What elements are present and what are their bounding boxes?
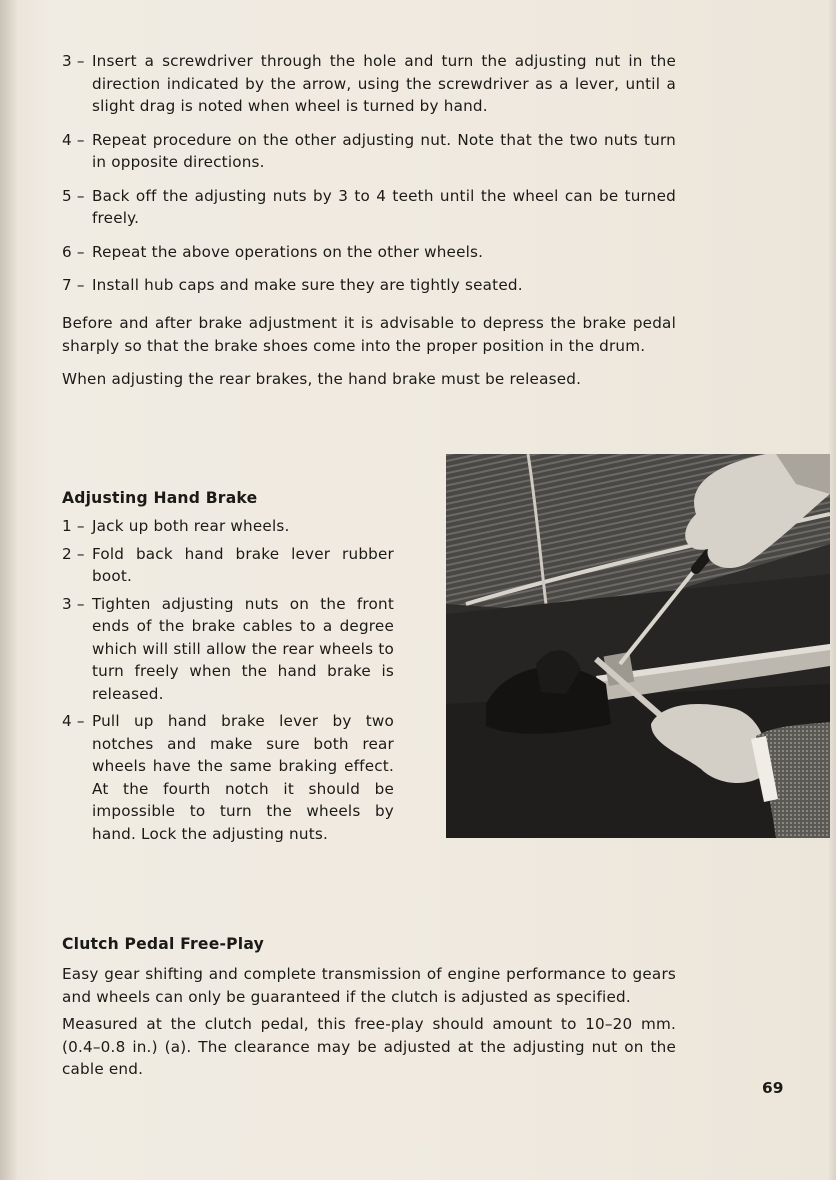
hand-brake-steps xyxy=(62,515,394,845)
step-number: 5 – xyxy=(62,186,85,205)
step-number: 2 – xyxy=(62,544,85,563)
step-text: Repeat procedure on the other adjusting nut. Note that the two nuts turn in opposite directions. xyxy=(92,130,676,171)
step-text: Tighten adjusting nuts on the front ends of the brake cables to a degree which will still allow the rear wheels to turn freely when the hand brake is released. xyxy=(92,594,394,703)
step-text: Insert a screwdriver through the hole and turn the adjusting nut in the direction indicated by the arrow, using the screwdriver as a lever, until a slight drag is noted when wheel is turned by hand. xyxy=(92,52,676,115)
step-item xyxy=(62,129,676,174)
step-number: 4 – xyxy=(62,130,85,149)
step-item xyxy=(62,543,394,588)
step-number: 3 – xyxy=(62,52,85,70)
note-paragraph: Before and after brake adjustment it is advisable to depress the brake pedal sharply so that the brake shoes come into the proper position in the drum. xyxy=(62,314,676,355)
page-number: 69 xyxy=(762,1079,784,1097)
step-text: Fold back hand brake lever rubber boot. xyxy=(92,544,394,585)
step-item xyxy=(62,241,676,264)
hand-brake-heading: Adjusting Hand Brake xyxy=(62,489,258,507)
page-spine-shadow xyxy=(0,0,18,1180)
step-item xyxy=(62,593,394,706)
step-number: 4 – xyxy=(62,712,85,730)
clutch-heading: Clutch Pedal Free-Play xyxy=(62,935,264,953)
step-item xyxy=(62,274,676,297)
step-item xyxy=(62,710,394,845)
step-text: Jack up both rear wheels. xyxy=(92,517,290,535)
step-item xyxy=(62,185,676,230)
step-number: 6 – xyxy=(62,242,85,261)
step-item xyxy=(62,50,676,118)
clutch-section xyxy=(62,963,676,1081)
step-text: Repeat the above operations on the other wheels. xyxy=(92,242,484,261)
brake-notes xyxy=(62,312,676,391)
hand-brake-photo xyxy=(446,454,830,838)
step-item xyxy=(62,515,394,538)
step-number: 3 – xyxy=(62,594,85,613)
clutch-paragraph: Measured at the clutch pedal, this free-play should amount to 10–20 mm. (0.4–0.8 in.) (a). The clearance may be adjusted at the adjusting nut on the cable end. xyxy=(62,1015,676,1078)
hand-brake-illustration xyxy=(446,454,830,838)
clutch-paragraph: Easy gear shifting and complete transmission of engine performance to gears and wheels can only be guaranteed if the clutch is adjusted as specified. xyxy=(62,965,676,1006)
step-text: Back off the adjusting nuts by 3 to 4 teeth until the wheel can be turned freely. xyxy=(92,186,676,227)
brake-adjustment-steps xyxy=(62,50,676,297)
step-number: 7 – xyxy=(62,276,85,294)
step-text: Pull up hand brake lever by two notches and make sure both rear wheels have the same braking effect. At the fourth notch it should be impossible to turn the wheels by hand. Lock the adjusting nuts. xyxy=(92,712,394,843)
step-number: 1 – xyxy=(62,517,85,535)
step-text: Install hub caps and make sure they are tightly seated. xyxy=(92,276,523,294)
note-paragraph: When adjusting the rear brakes, the hand brake must be released. xyxy=(62,370,582,388)
